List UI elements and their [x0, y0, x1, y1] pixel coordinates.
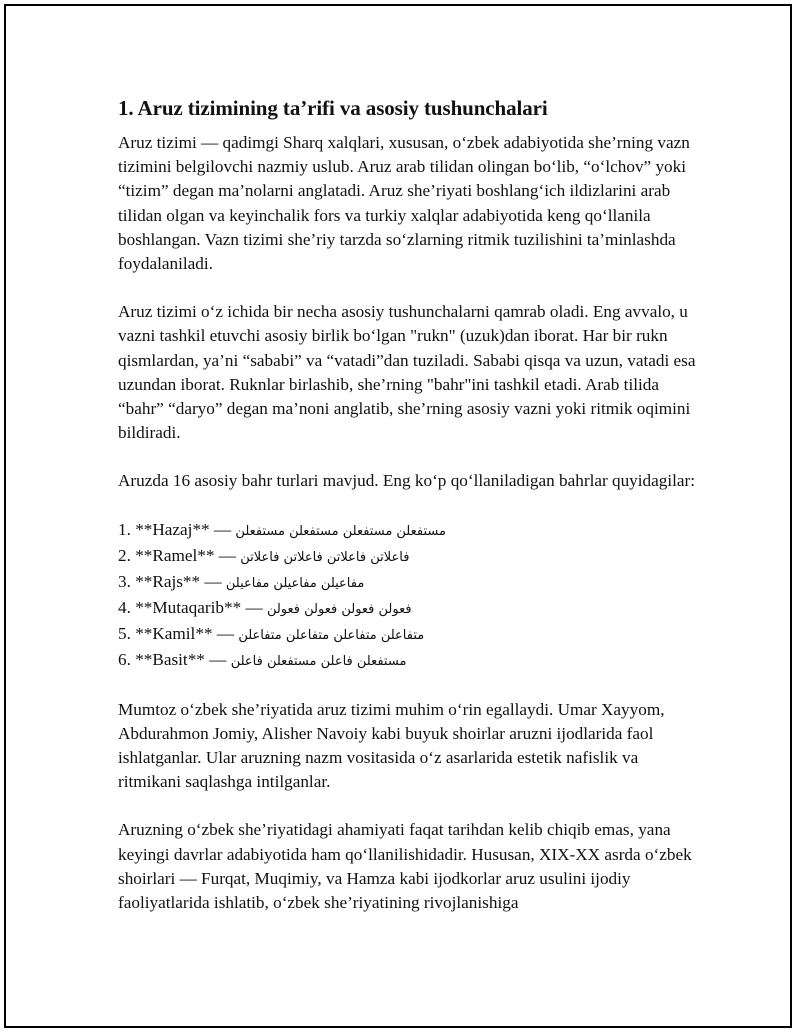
- paragraph-aruz-definition: Aruz tizimi — qadimgi Sharq xalqlari, xususan, o‘zbek adabiyotida she’rning vazn tizimini belgilovchi nazmiy uslub. Aruz arab tilidan olingan bo‘lib, “o‘lchov” yoki “tizim” degan ma’nolarni anglatadi. Aruz she’riyati boshlang‘ich ildizlarini arab tilidan olgan va keyinchalik fors va turkiy xalqlar adabiyotida keng qo‘llanila boshlangan. Vazn tizimi she’riy tarzda so‘zlarning ritmik tuzilishini ta’minlashda foydalaniladi.: [118, 133, 690, 274]
- list-item-kamil: [118, 622, 698, 648]
- list-item-mutaqarib: [118, 596, 698, 622]
- section-heading: 1. Aruz tizimining ta’rifi va asosiy tushunchalari: [118, 96, 548, 120]
- bahr-name: 5. **Kamil** —: [118, 623, 239, 643]
- bahr-meter: مستفعلن مستفعلن مستفعلن مستفعلن: [235, 523, 446, 539]
- paragraph-classical-poetry: Mumtoz o‘zbek she’riyatida aruz tizimi muhim o‘rin egallaydi. Umar Xayyom, Abdurahmon Jomiy, Alisher Navoiy kabi buyuk shoirlar aruzni ijodlarida faol ishlatganlar. Ular aruzning nazm vositasida o‘z asarlarida estetik nafislik va ritmikani saqlashga intilganlar.: [118, 699, 665, 792]
- bahr-meter: مستفعلن فاعلن مستفعلن فاعلن: [230, 653, 407, 669]
- list-item-basit: [118, 648, 698, 674]
- bahr-name: 3. **Rajs** —: [118, 571, 226, 591]
- list-item-ramel: [118, 544, 698, 570]
- document-body: [118, 94, 698, 939]
- bahr-meter: متفاعلن متفاعلن متفاعلن متفاعلن: [238, 627, 425, 643]
- bahr-meter: مفاعيلن مفاعيلن مفاعيلن: [225, 575, 365, 591]
- bahr-name: 2. **Ramel** —: [118, 545, 241, 565]
- bahr-name: 4. **Mutaqarib** —: [118, 597, 267, 617]
- bahr-meter: فاعلاتن فاعلاتن فاعلاتن فاعلاتن: [240, 549, 410, 565]
- bahr-name: 6. **Basit** —: [118, 649, 231, 669]
- paragraph-bahr-intro: Aruzda 16 asosiy bahr turlari mavjud. Eng ko‘p qo‘llaniladigan bahrlar quyidagilar:: [118, 471, 696, 491]
- bahr-name: 1. **Hazaj** —: [118, 519, 236, 539]
- bahr-meter: فعولن فعولن فعولن فعولن: [266, 601, 412, 617]
- list-item-rajs: [118, 570, 698, 596]
- bahr-list: [118, 518, 698, 674]
- paragraph-basic-concepts: Aruz tizimi o‘z ichida bir necha asosiy tushunchalarni qamrab oladi. Eng avvalo, u vazni tashkil etuvchi asosiy birlik bo‘lgan "rukn" (uzuk)dan iborat. Har bir rukn qismlardan, ya’ni “sababi” va “vatadi”dan tuziladi. Sababi qisqa va uzun, vatadi esa uzundan iborat. Ruknlar birlashib, she’rning "bahr"ini tashkil etadi. Arab tilida “bahr” “daryo” degan ma’noni anglatib, she’rning asosiy vazni yoki ritmik oqimini bildiradi.: [118, 302, 696, 443]
- list-item-hazaj: [118, 518, 698, 544]
- paragraph-aruz-significance: Aruzning o‘zbek she’riyatidagi ahamiyati faqat tarihdan kelib chiqib emas, yana keyingi davrlar adabiyotida ham qo‘llanilishidadir. Hususan, XIX-XX asrda o‘zbek shoirlari — Furqat, Muqimiy, va Hamza kabi ijodkorlar aruz usulini ijodiy faoliyatlarida ishlatib, o‘zbek she’riyatining rivojlanishiga: [118, 820, 692, 913]
